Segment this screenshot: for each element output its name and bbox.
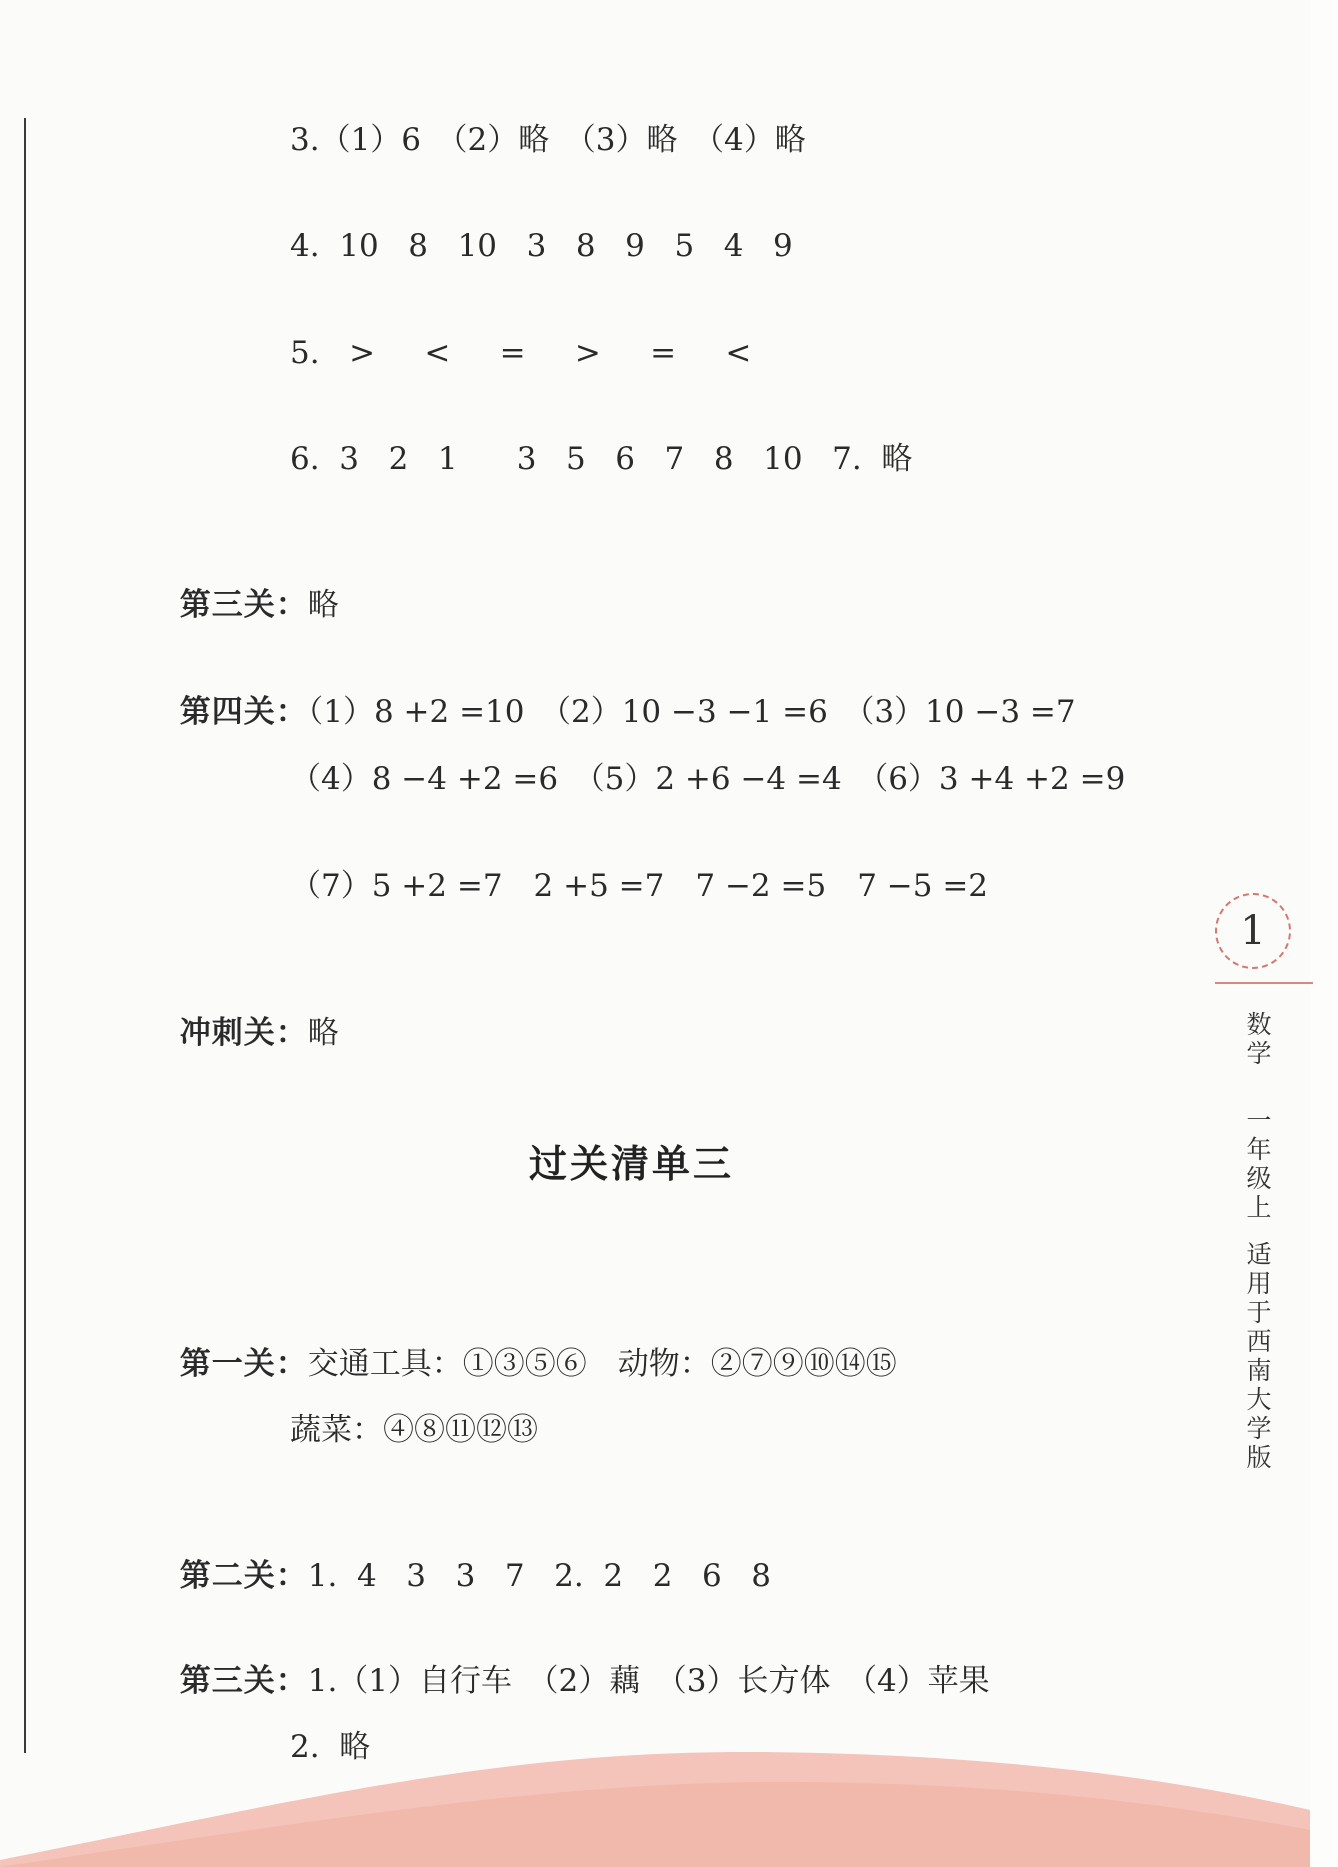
page-number: 1: [1240, 908, 1266, 954]
level-3-row: [160, 545, 339, 625]
side-edition: 适用于西南大学版: [1246, 1240, 1272, 1472]
section-title: 过关清单三: [528, 1142, 734, 1186]
side-subject: 数学: [1246, 1010, 1272, 1068]
p2-level-2-label: 第二关：: [179, 1558, 308, 1594]
p2-level-3-label: 第三关：: [179, 1663, 308, 1699]
answer-line-4: 4. 10 8 10 3 8 9 5 4 9: [290, 228, 793, 264]
level-4-answers-b: （4）8 −4 +2 =6 （5）2 +6 −4 =4 （6）3 +4 +2 =9: [290, 761, 1126, 797]
p2-level-3-answers-a: 1.（1）自行车 （2）藕 （3）长方体 （4）苹果: [307, 1663, 990, 1699]
level-4-row: [160, 652, 1076, 732]
p2-level-1-row: [160, 1304, 897, 1384]
level-4-answers-a: （1）8 +2 =10 （2）10 −3 −1 =6 （3）10 −3 =7: [307, 694, 1076, 730]
level-4-answers-c: （7）5 +2 =7 2 +5 =7 7 −2 =5 7 −5 =2: [290, 868, 989, 904]
p2-level-2-row: [160, 1516, 771, 1596]
side-grade: 一年级上: [1246, 1106, 1272, 1222]
level-3-label: 第三关：: [179, 587, 308, 623]
p2-level-1-label: 第一关：: [179, 1346, 308, 1382]
badge-divider: [1215, 982, 1313, 984]
p2-level-1-answers-b: 蔬菜：④⑧⑪⑫⑬: [290, 1412, 538, 1448]
p2-level-3-row: [160, 1621, 990, 1701]
sprint-level-label: 冲刺关：: [179, 1015, 308, 1051]
p2-level-3-answers-b: 2. 略: [290, 1729, 371, 1765]
level-3-value: 略: [307, 587, 339, 623]
sprint-level-row: [160, 973, 339, 1053]
sprint-level-value: 略: [307, 1015, 339, 1051]
answer-line-5: 5. > < = > = <: [290, 335, 752, 371]
p2-level-1-answers-a: 交通工具：①③⑤⑥ 动物：②⑦⑨⑩⑭⑮: [307, 1346, 897, 1382]
page-number-badge: [1215, 893, 1291, 969]
answer-line-6: 6. 3 2 1 3 5 6 7 8 10 7. 略: [290, 441, 913, 477]
p2-level-2-answers: 1. 4 3 3 7 2. 2 2 6 8: [307, 1558, 772, 1594]
answer-line-3: 3.（1）6 （2）略 （3）略 （4）略: [290, 122, 806, 158]
footer-wave: [0, 1740, 1310, 1867]
level-4-label: 第四关：: [179, 694, 308, 730]
binding-line: [24, 118, 26, 1753]
